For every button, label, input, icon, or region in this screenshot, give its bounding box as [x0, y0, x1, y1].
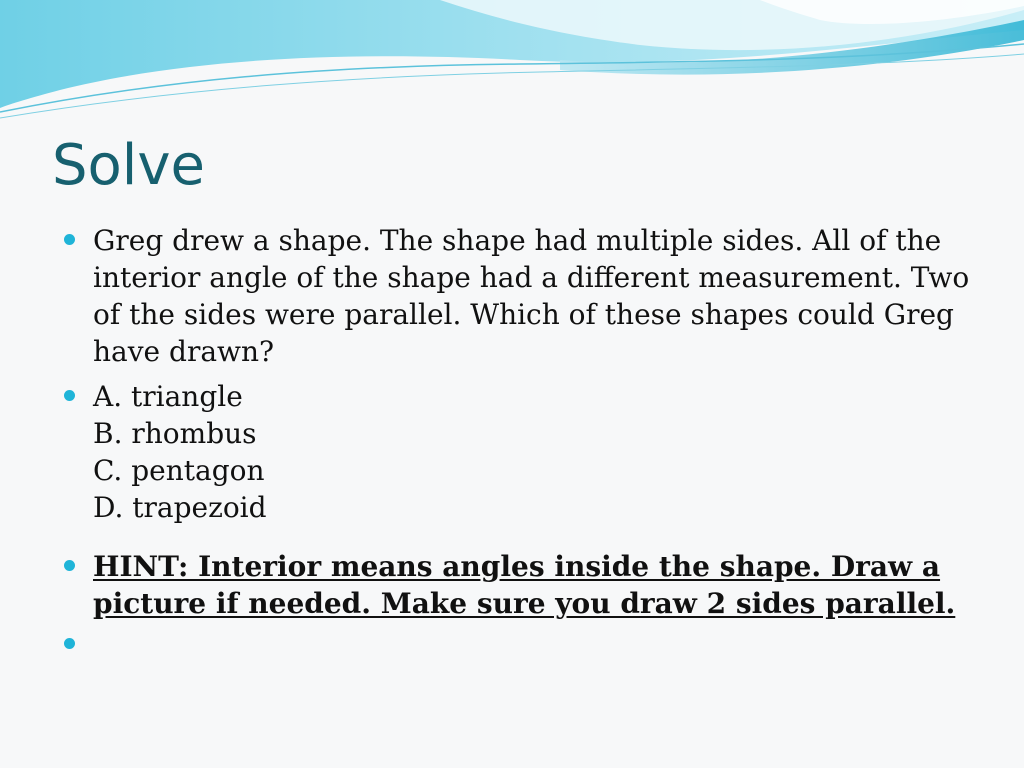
question-text: Greg drew a shape. The shape had multiple sides. All of the interior angle of the shape had a different measurement. Two of the sides were parallel. Which of these shapes could Greg have drawn?	[93, 224, 970, 368]
hint-text: HINT: Interior means angles inside the shape. Draw a picture if needed. Make sure you draw 2 sides parallel.	[93, 550, 956, 620]
option-d: D. trapezoid	[93, 491, 267, 524]
options-bullet	[64, 378, 984, 526]
header-wave-decoration	[0, 0, 1024, 130]
bullet-list	[64, 222, 984, 663]
slide-title: Solve	[52, 133, 205, 198]
bullet-dot-icon	[64, 234, 75, 245]
empty-bullet	[64, 626, 984, 663]
bullet-dot-icon	[64, 638, 75, 649]
option-c: C. pentagon	[93, 454, 265, 487]
bullet-dot-icon	[64, 390, 75, 401]
hint-bullet	[64, 548, 984, 622]
option-b: B. rhombus	[93, 417, 257, 450]
question-bullet	[64, 222, 984, 370]
bullet-dot-icon	[64, 560, 75, 571]
empty-bullet-text	[93, 628, 102, 661]
option-a: A. triangle	[93, 380, 243, 413]
